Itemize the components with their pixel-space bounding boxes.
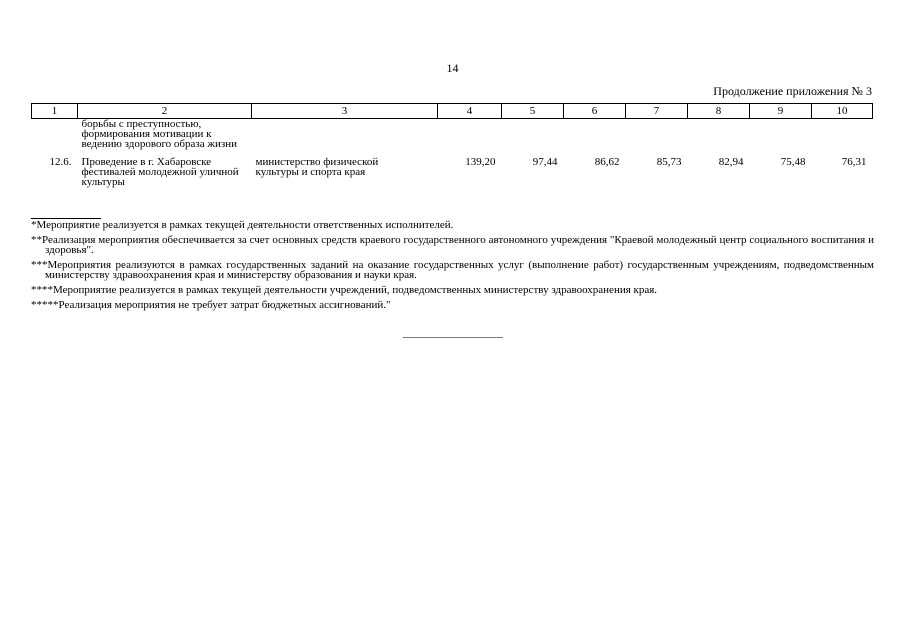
footnote: ****Мероприятие реализуется в рамках текущей деятельности учреждений, подведомственных министерству здравоохранения края. [31, 284, 658, 296]
column-header: 6 [564, 104, 626, 119]
cell-value: 85,73 [656, 156, 682, 168]
cell-number [32, 119, 78, 150]
cell-value [812, 119, 873, 150]
cell-value [750, 119, 812, 150]
cell-value: 76,31 [841, 156, 867, 168]
cell-value [438, 119, 502, 150]
cell-value: 75,48 [780, 156, 806, 168]
cell-value [626, 119, 688, 150]
footnotes [31, 220, 874, 315]
cell-value [502, 119, 564, 150]
footnote: *****Реализация мероприятия не требует затрат бюджетных ассигнований." [31, 299, 391, 311]
cell-event: борьбы с преступностью, формирования мотивации к ведению здорового образа жизни [81, 118, 237, 150]
column-header: 2 [78, 104, 252, 119]
table-row [32, 149, 873, 187]
column-header: 8 [688, 104, 750, 119]
cell-value: 82,94 [718, 156, 744, 168]
end-divider [403, 337, 503, 338]
cell-value: 86,62 [594, 156, 620, 168]
table-row [32, 119, 873, 150]
cell-value: 139,20 [465, 156, 496, 168]
footnote: ***Мероприятия реализуются в рамках государственных заданий на оказание государственных услуг (выполнение работ) государственным учреждениям, подведомственным министерству здравоохранения края и министерству образования и науки края. [31, 259, 874, 281]
column-header: 1 [32, 104, 78, 119]
column-header: 9 [750, 104, 812, 119]
cell-event: Проведение в г. Хабаровске фестивалей молодежной уличной культуры [81, 156, 239, 188]
column-header: 7 [626, 104, 688, 119]
cell-executor: министерство физической культуры и спорта края [255, 156, 379, 178]
cell-value [688, 119, 750, 150]
cell-value [564, 119, 626, 150]
footnote: **Реализация мероприятия обеспечивается за счет основных средств краевого государственного автономного учреждения "Краевой молодежный центр социального воспитания и здоровья". [31, 234, 874, 256]
continuation-label: Продолжение приложения № 3 [713, 84, 872, 98]
column-header: 5 [502, 104, 564, 119]
table-header-row [32, 104, 873, 119]
footnote: *Мероприятие реализуется в рамках текущей деятельности ответственных исполнителей. [31, 219, 454, 231]
column-header: 10 [812, 104, 873, 119]
cell-value: 97,44 [532, 156, 558, 168]
cell-number: 12.6. [49, 156, 72, 168]
column-header: 3 [252, 104, 438, 119]
column-header: 4 [438, 104, 502, 119]
data-table [31, 103, 873, 187]
cell-executor [252, 119, 438, 150]
page-number: 14 [446, 61, 459, 75]
